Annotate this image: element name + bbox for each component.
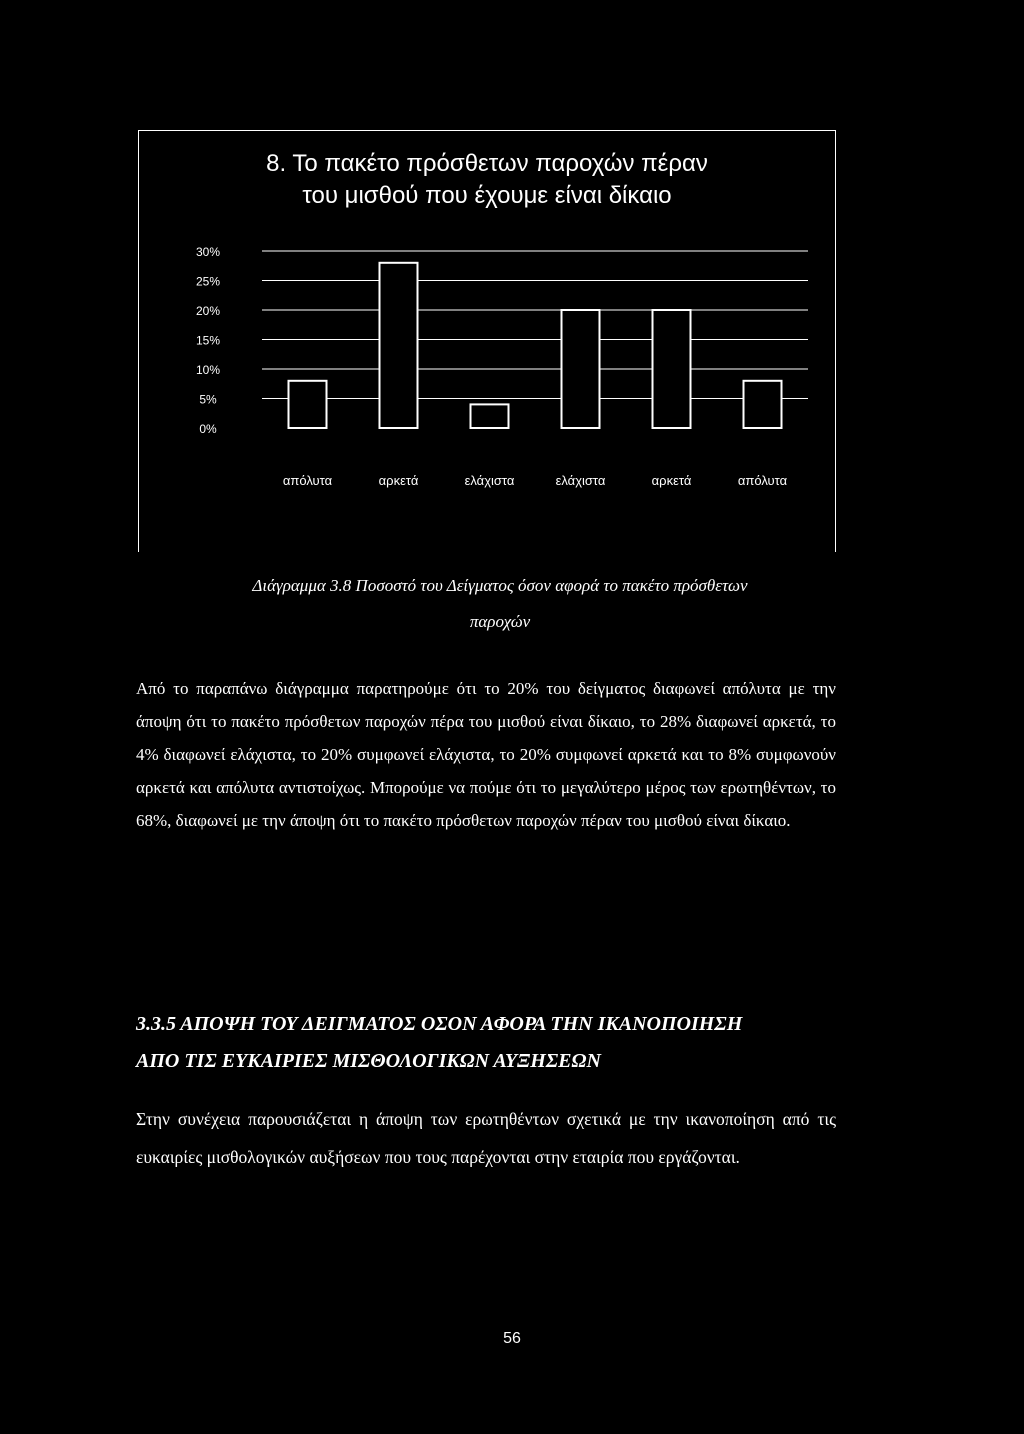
y-tick-label: 25% bbox=[195, 274, 221, 289]
caption-line-2: παροχών bbox=[469, 612, 531, 631]
bars bbox=[289, 263, 782, 428]
heading-line-1: 3.3.5 ΑΠΟΨΗ ΤΟΥ ΔΕΙΓΜΑΤΟΣ ΟΣΟΝ ΑΦΟΡΑ ΤΗΝ ΙΚΑΝΟΠΟΙΗΣΗ bbox=[136, 1013, 743, 1035]
bar bbox=[471, 404, 509, 428]
page-number: 56 bbox=[503, 1330, 521, 1347]
x-tick-label: απόλυτα bbox=[737, 473, 788, 488]
bar bbox=[562, 310, 600, 428]
x-tick-label: απόλυτα bbox=[282, 473, 333, 488]
section-heading bbox=[136, 1006, 836, 1080]
caption-line-1: Διάγραμμα 3.8 Ποσοστό του Δείγματος όσον αφορά το πακέτο πρόσθετων bbox=[252, 576, 748, 595]
chart-title-line-2: του μισθού που έχουμε είναι δίκαιο bbox=[302, 182, 672, 209]
bar bbox=[653, 310, 691, 428]
x-tick-label: ελάχιστα bbox=[555, 473, 606, 488]
y-tick-label: 5% bbox=[199, 392, 217, 407]
chart-title-line-1: 8. Το πακέτο πρόσθετων παροχών πέραν bbox=[266, 150, 708, 177]
bar bbox=[380, 263, 418, 428]
grid-lines bbox=[262, 251, 808, 399]
y-tick-label: 15% bbox=[195, 333, 221, 348]
bar bbox=[744, 381, 782, 428]
x-tick-label: αρκετά bbox=[378, 473, 419, 488]
figure-caption bbox=[150, 568, 850, 640]
bar-chart bbox=[0, 0, 1024, 560]
body-paragraph-1: Από το παραπάνω διάγραμμα παρατηρούμε ότι το 20% του δείγματος διαφωνεί απόλυτα με την άποψη ότι το πακέτο πρόσθετων παροχών πέρα του μισθού είναι δίκαιο, το 28% διαφωνεί αρκετά, το 4% διαφωνεί ελάχιστα, το 20% συμφωνεί ελάχιστα, το 20% συμφωνεί αρκετά και το 8% συμφωνούν αρκετά και απόλυτα αντιστοίχως. Μπορούμε να πούμε ότι το μεγαλύτερο μέρος των ερωτηθέντων, το 68%, διαφωνεί με την άποψη ότι το πακέτο πρόσθετων παροχών πέραν του μισθού είναι δίκαιο. bbox=[136, 679, 836, 830]
x-tick-label: ελάχιστα bbox=[464, 473, 515, 488]
y-tick-label: 30% bbox=[195, 245, 221, 259]
x-axis-tick-labels bbox=[283, 473, 788, 488]
x-tick-label: αρκετά bbox=[651, 473, 692, 488]
body-paragraph-2: Στην συνέχεια παρουσιάζεται η άποψη των ερωτηθέντων σχετικά με την ικανοποίηση από τις ευκαιρίες μισθολογικών αυξήσεων που τους παρέχονται στην εταιρία που εργάζονται. bbox=[136, 1109, 836, 1167]
y-tick-label: 0% bbox=[199, 422, 217, 436]
y-axis-tick-labels bbox=[196, 245, 220, 436]
y-tick-label: 10% bbox=[195, 363, 221, 377]
bar bbox=[289, 381, 327, 428]
y-tick-label: 20% bbox=[195, 304, 221, 318]
heading-line-2: ΑΠΟ ΤΙΣ ΕΥΚΑΙΡΙΕΣ ΜΙΣΘΟΛΟΓΙΚΩΝ ΑΥΞΗΣΕΩΝ bbox=[136, 1050, 601, 1072]
